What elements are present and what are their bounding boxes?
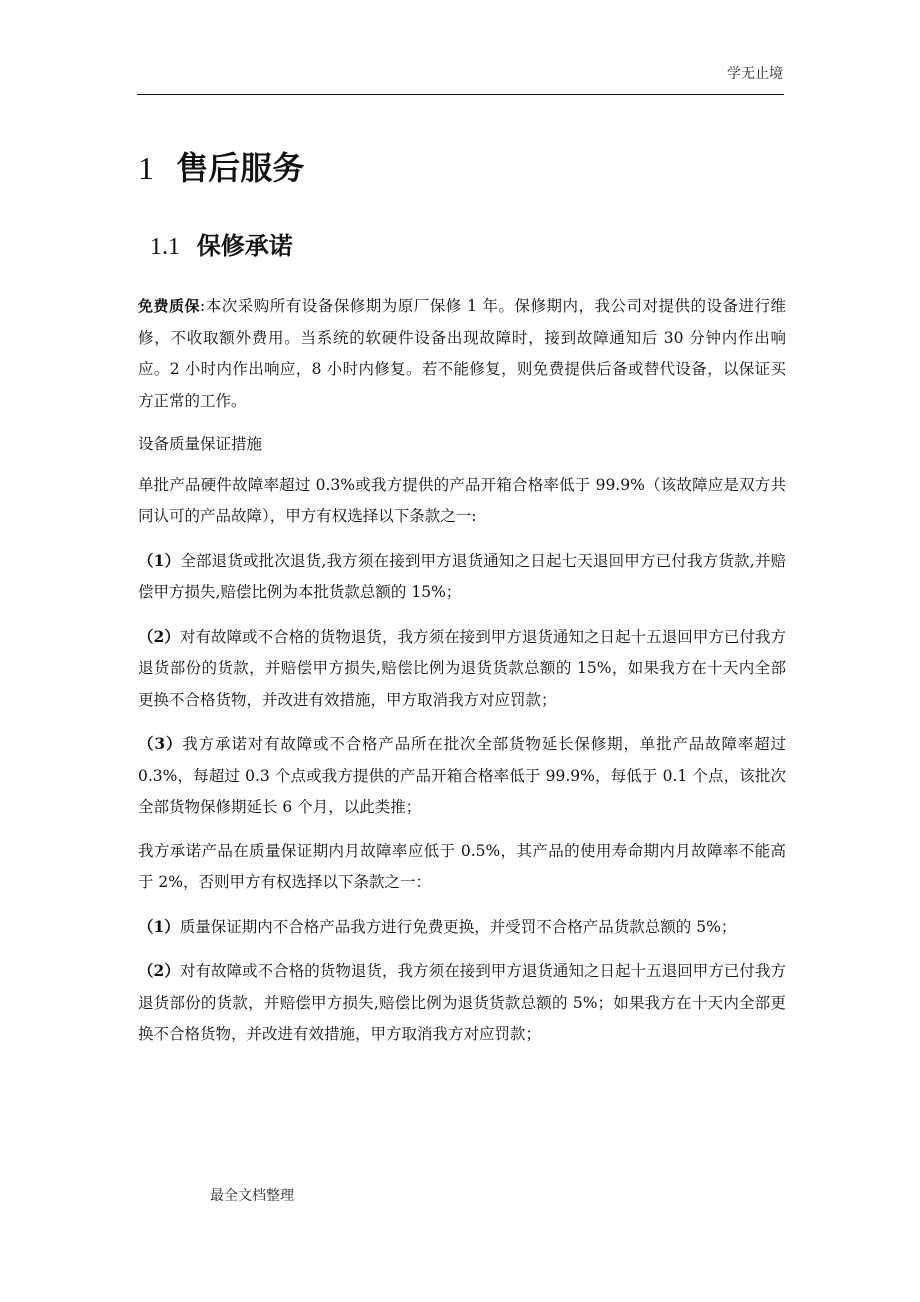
subsection-heading bbox=[150, 226, 293, 267]
clause-item bbox=[138, 621, 786, 717]
clause-text: 我方承诺对有故障或不合格产品所在批次全部货物延长保修期，单批产品故障率超过 0.3%，每超过 0.3 个点或我方提供的产品开箱合格率低于 99.9%，每低于 0.1 个点，该批次全部货物保修期延长 6 个月，以此类推； bbox=[138, 735, 786, 816]
monthly-fault-paragraph: 我方承诺产品在质量保证期内月故障率应低于 0.5%，其产品的使用寿命期内月故障率不能高于 2%，否则甲方有权选择以下条款之一： bbox=[138, 841, 786, 891]
clause-number: （3） bbox=[138, 734, 183, 753]
section-number: 1 bbox=[138, 150, 154, 186]
clause-number: （1） bbox=[138, 550, 181, 570]
section-heading bbox=[138, 142, 304, 194]
clause-item bbox=[138, 955, 786, 1051]
measures-title: 设备质量保证措施 bbox=[138, 435, 263, 453]
clause-text: 全部退货或批次退货,我方须在接到甲方退货通知之日起七天退回甲方已付我方货款,并赔偿甲方损失,赔偿比例为本批货款总额的 15%； bbox=[138, 551, 786, 601]
document-body bbox=[138, 291, 786, 1063]
page-header-text: 学无止境 bbox=[727, 66, 783, 82]
free-warranty-text: :本次采购所有设备保修期为原厂保修 1 年。保修期内，我公司对提供的设备进行维修，不收取额外费用。当系统的软硬件设备出现故障时，接到故障通知后 30 分钟内作出响应。2 小时内作出响应，8 小时内修复。若不能修复，则免费提供后备或替代设备，以保证买方正常的工作。 bbox=[138, 297, 786, 410]
subsection-number: 1.1 bbox=[150, 234, 180, 260]
header-divider bbox=[137, 94, 784, 95]
clause-item bbox=[138, 911, 786, 944]
page-footer-text: 最全文档整理 bbox=[210, 1188, 294, 1204]
clause-text: 对有故障或不合格的货物退货，我方须在接到甲方退货通知之日起十五退回甲方已付我方退货部份的货款，并赔偿甲方损失,赔偿比例为退货货款总额的 5%；如果我方在十天内全部更换不合格货物，并改进有效措施，甲方取消我方对应罚款； bbox=[138, 962, 786, 1043]
clause-number: （1） bbox=[138, 916, 180, 936]
clause-text: 对有故障或不合格的货物退货，我方须在接到甲方退货通知之日起十五退回甲方已付我方退货部份的货款，并赔偿甲方损失,赔偿比例为退货货款总额的 15%，如果我方在十天内全部更换不合格货物，并改进有效措施，甲方取消我方对应罚款； bbox=[138, 627, 786, 709]
subsection-title: 保修承诺 bbox=[196, 231, 293, 260]
free-warranty-lead: 免费质保 bbox=[138, 297, 201, 315]
free-warranty-paragraph bbox=[138, 291, 786, 417]
clause-item bbox=[138, 545, 786, 609]
clause-number: （2） bbox=[138, 626, 180, 646]
section-title: 售后服务 bbox=[176, 149, 305, 187]
clause-number: （2） bbox=[138, 961, 180, 980]
clause-item bbox=[138, 728, 786, 824]
clause-text: 质量保证期内不合格产品我方进行免费更换，并受罚不合格产品货款总额的 5%； bbox=[179, 917, 737, 936]
batch-fault-paragraph: 单批产品硬件故障率超过 0.3%或我方提供的产品开箱合格率低于 99.9%（该故障应是双方共同认可的产品故障），甲方有权选择以下条款之一: bbox=[138, 475, 786, 525]
